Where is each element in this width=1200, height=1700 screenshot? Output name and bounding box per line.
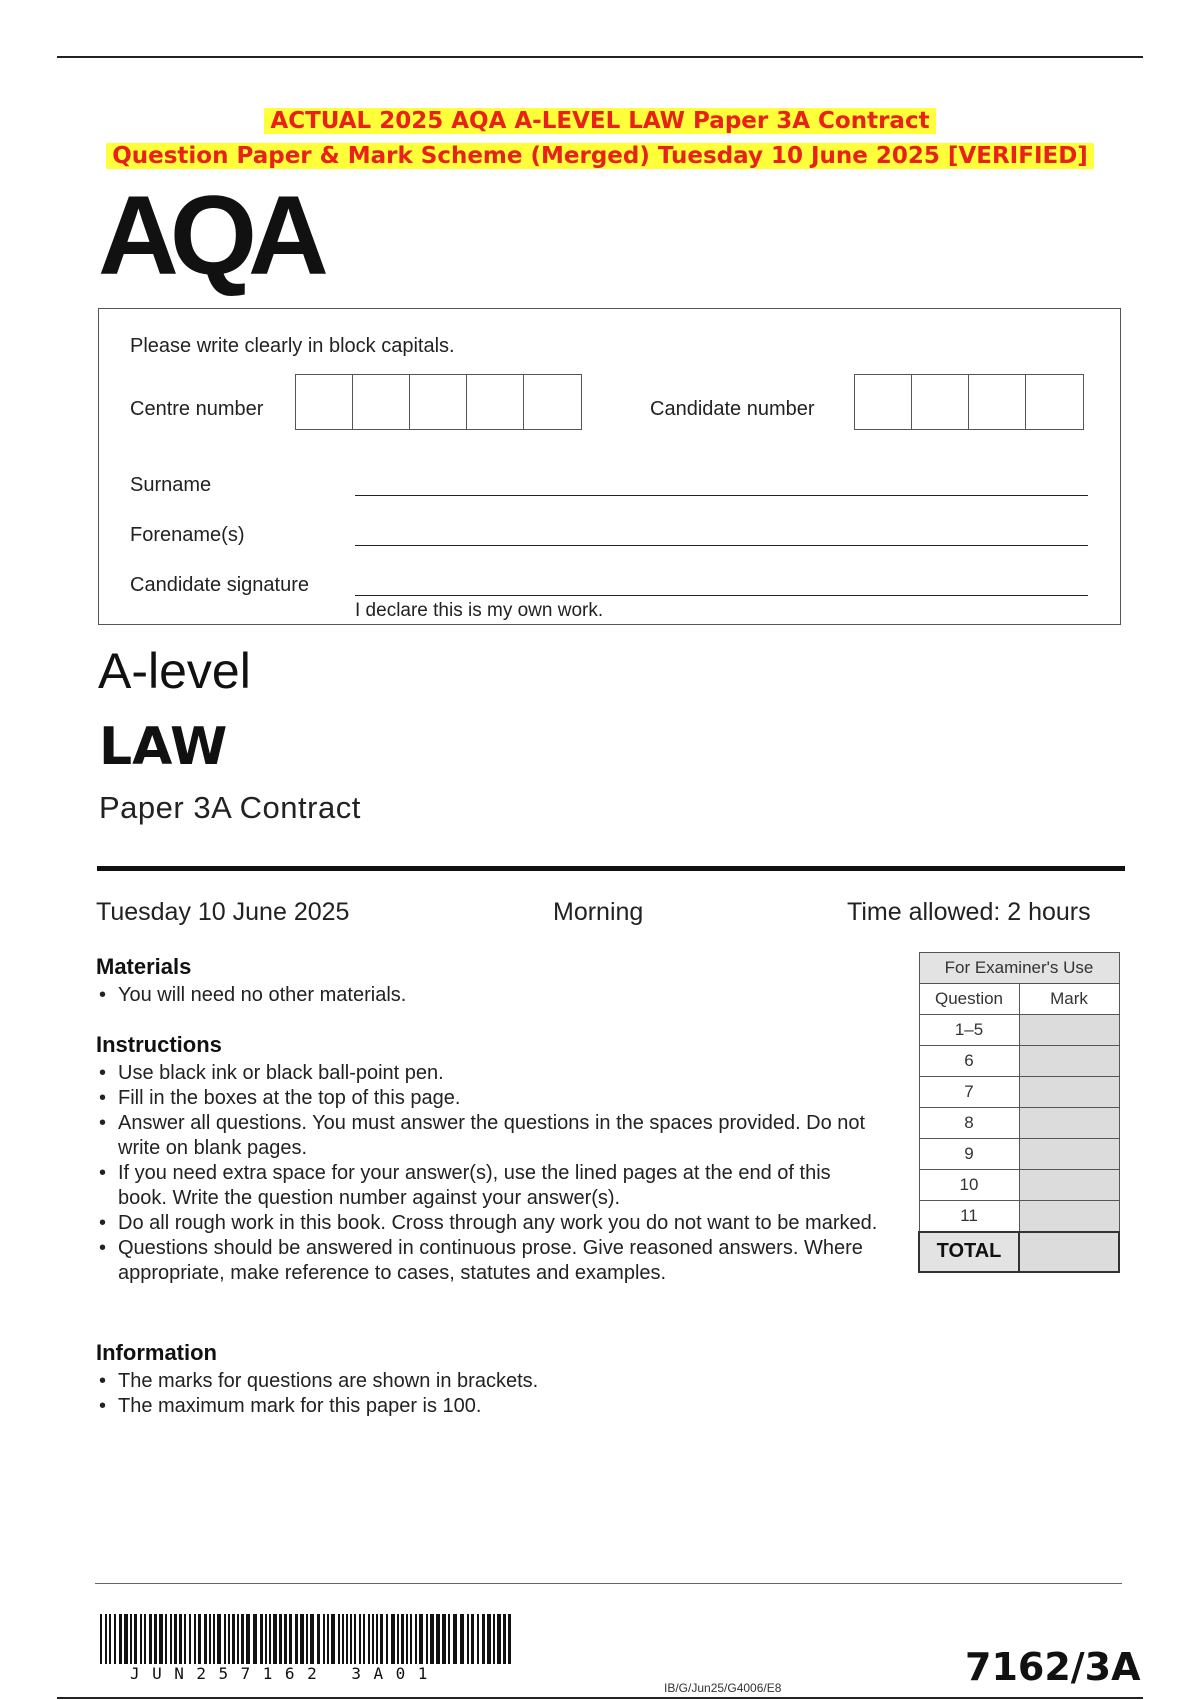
instruction-item: • Questions should be answered in continuous prose. Give reasoned answers. Where appropriate, make reference to cases, statutes and examples.	[97, 1236, 885, 1286]
banner-line-2: Question Paper & Mark Scheme (Merged) Tuesday 10 June 2025 [VERIFIED]	[0, 143, 1200, 169]
centre-digit-box[interactable]	[467, 375, 524, 429]
subject-title: LAW	[99, 717, 228, 777]
candidate-digit-box[interactable]	[1026, 375, 1083, 429]
time-allowed: Time allowed: 2 hours	[847, 898, 1091, 926]
question-number: 11	[919, 1201, 1019, 1232]
mark-cell	[1019, 1108, 1119, 1139]
banner-line-1: ACTUAL 2025 AQA A-LEVEL LAW Paper 3A Contract	[0, 108, 1200, 134]
forename-line[interactable]	[355, 545, 1088, 546]
candidate-number-label: Candidate number	[650, 398, 815, 420]
signature-line[interactable]	[355, 595, 1088, 596]
barcode-text: JUN257162 3A01	[130, 1664, 440, 1683]
surname-line[interactable]	[355, 495, 1088, 496]
candidate-number-boxes[interactable]	[854, 374, 1084, 430]
signature-label: Candidate signature	[130, 574, 310, 596]
candidate-details-box	[98, 308, 1121, 625]
examiner-table-title: For Examiner's Use	[919, 953, 1119, 984]
forename-label: Forename(s)	[130, 524, 245, 546]
centre-number-boxes[interactable]	[295, 374, 582, 430]
question-number: 1–5	[919, 1015, 1019, 1046]
centre-digit-box[interactable]	[296, 375, 353, 429]
instruction-item: • Answer all questions. You must answer the questions in the spaces provided. Do not write on blank pages.	[97, 1111, 885, 1161]
instruction-item: • Do all rough work in this book. Cross through any work you do not want to be marked.	[97, 1211, 885, 1236]
bottom-rule	[57, 1697, 1143, 1699]
materials-list	[97, 983, 877, 1008]
total-label: TOTAL	[919, 1232, 1019, 1272]
mark-cell	[1019, 1201, 1119, 1232]
document-reference: IB/G/Jun25/G4006/E8	[664, 1681, 782, 1695]
mark-cell	[1019, 1015, 1119, 1046]
materials-heading: Materials	[96, 954, 192, 979]
centre-digit-box[interactable]	[353, 375, 410, 429]
exam-session: Morning	[553, 898, 644, 926]
question-number: 6	[919, 1046, 1019, 1077]
exam-date: Tuesday 10 June 2025	[96, 898, 350, 926]
aqa-logo: AQA	[98, 173, 320, 298]
candidate-digit-box[interactable]	[912, 375, 969, 429]
instruction-item: • If you need extra space for your answer(s), use the lined pages at the end of this book. Write the question number against your answer(s).	[97, 1161, 885, 1211]
question-number: 9	[919, 1139, 1019, 1170]
mark-cell	[1019, 1046, 1119, 1077]
block-capitals-instruction: Please write clearly in block capitals.	[130, 335, 455, 357]
centre-digit-box[interactable]	[524, 375, 581, 429]
question-number: 7	[919, 1077, 1019, 1108]
candidate-digit-box[interactable]	[855, 375, 912, 429]
examiner-use-table	[918, 952, 1120, 1273]
mark-cell	[1019, 1170, 1119, 1201]
information-item: • The maximum mark for this paper is 100.	[97, 1394, 877, 1419]
surname-label: Surname	[130, 474, 212, 496]
mark-cell	[1019, 1139, 1119, 1170]
centre-digit-box[interactable]	[410, 375, 467, 429]
instructions-list	[97, 1061, 885, 1286]
information-item: • The marks for questions are shown in brackets.	[97, 1369, 877, 1394]
instructions-heading: Instructions	[96, 1032, 222, 1057]
instruction-item: • Use black ink or black ball-point pen.	[97, 1061, 885, 1086]
qualification-level: A-level	[98, 643, 251, 699]
declaration-text: I declare this is my own work.	[355, 600, 604, 621]
materials-item: • You will need no other materials.	[97, 983, 877, 1008]
top-rule	[57, 56, 1143, 58]
question-column-header: Question	[919, 984, 1019, 1015]
mark-column-header: Mark	[1019, 984, 1119, 1015]
candidate-digit-box[interactable]	[969, 375, 1026, 429]
information-heading: Information	[96, 1340, 217, 1365]
paper-code: 7162/3A	[965, 1645, 1141, 1689]
title-divider	[97, 866, 1125, 871]
information-list	[97, 1369, 877, 1419]
paper-title: Paper 3A Contract	[99, 790, 361, 825]
mark-cell	[1019, 1077, 1119, 1108]
question-number: 8	[919, 1108, 1019, 1139]
total-mark-cell	[1019, 1232, 1119, 1272]
question-number: 10	[919, 1170, 1019, 1201]
barcode	[100, 1614, 516, 1664]
instruction-item: • Fill in the boxes at the top of this page.	[97, 1086, 885, 1111]
centre-number-label: Centre number	[130, 398, 264, 420]
footer-rule	[95, 1583, 1122, 1584]
